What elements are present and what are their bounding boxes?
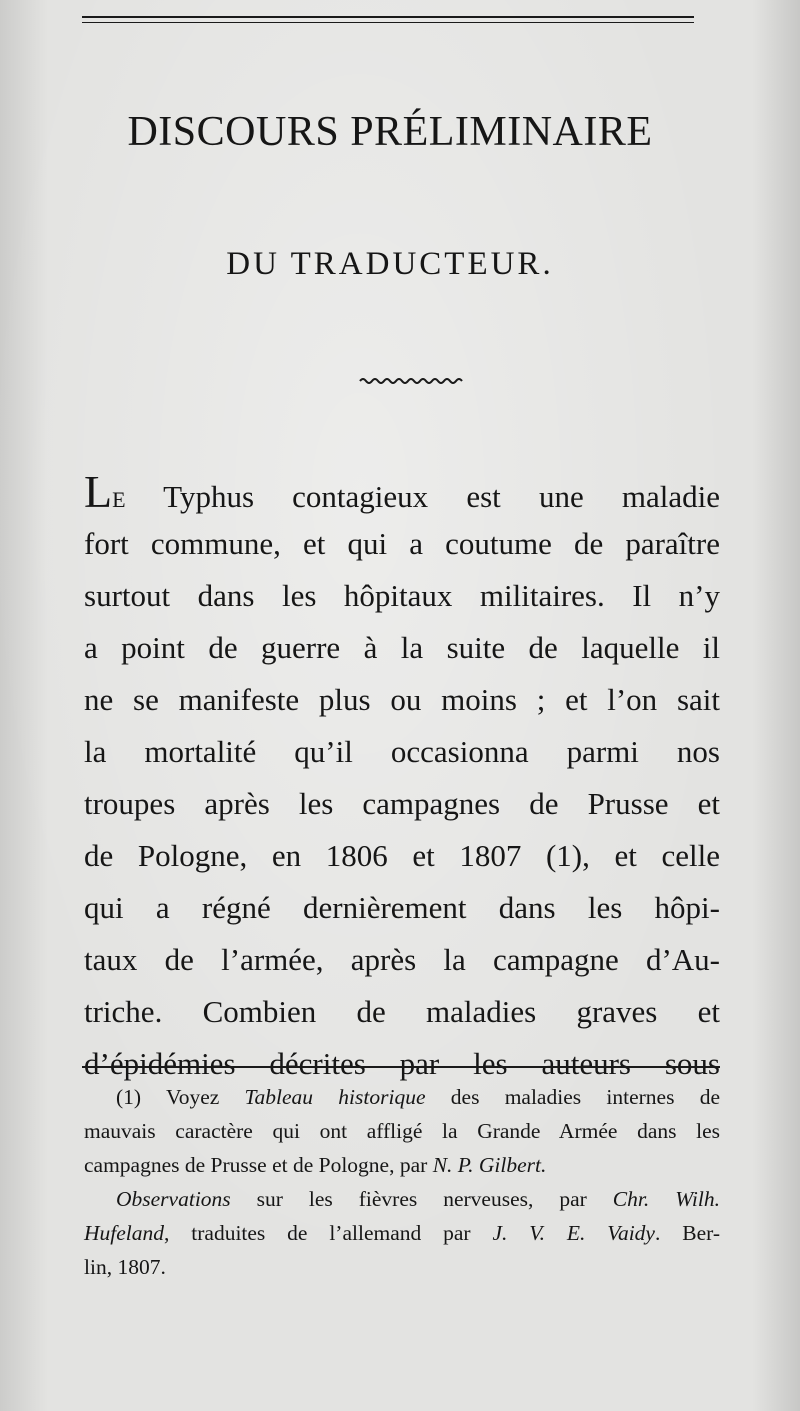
drop-cap: L (84, 466, 113, 517)
footnote-line: Observations sur les fièvres nerveuses, par Chr. Wilh. (116, 1187, 720, 1211)
main-text (84, 466, 720, 1090)
text-line: triche. Combien de maladies graves et (84, 994, 720, 1029)
footnotes (84, 1080, 720, 1284)
text-line: de Pologne, en 1806 et 1807 (1), et celle (84, 838, 720, 873)
text-line: a point de guerre à la suite de laquelle il (84, 630, 720, 665)
ornament-divider (358, 376, 466, 386)
page-title: DISCOURS PRÉLIMINAIRE (127, 109, 653, 155)
page-subtitle: DU TRADUCTEUR. (226, 246, 554, 282)
footnote-line: (1) Voyez Tableau historique des maladies internes de (116, 1085, 720, 1109)
text-line: ne se manifeste plus ou moins ; et l’on sait (84, 682, 720, 717)
text-line: troupes après les campagnes de Prusse et (84, 786, 720, 821)
header-rule-thick (82, 16, 694, 18)
text-line: LE Typhus contagieux est une maladie (84, 466, 720, 517)
text-line: d’épidémies décrites par les auteurs sous (84, 1046, 720, 1081)
text-line: surtout dans les hôpitaux militaires. Il n’y (84, 578, 720, 613)
text-line: qui a régné dernièrement dans les hôpi- (84, 890, 720, 925)
header-rule-thin (82, 22, 694, 23)
text-line: la mortalité qu’il occasionna parmi nos (84, 734, 720, 769)
small-cap: E (112, 487, 126, 512)
footnote-line: lin, 1807. (84, 1255, 166, 1279)
footnote-rule (82, 1066, 720, 1068)
text-line: taux de l’armée, après la campagne d’Au- (84, 942, 720, 977)
footnote-line: Hufeland, traduites de l’allemand par J. V. E. Vaidy. Ber- (84, 1221, 720, 1245)
footnote-line: mauvais caractère qui ont affligé la Grande Armée dans les (84, 1119, 720, 1143)
footnote-line: campagnes de Prusse et de Pologne, par N. P. Gilbert. (84, 1153, 547, 1177)
text-line: fort commune, et qui a coutume de paraître (84, 526, 720, 561)
